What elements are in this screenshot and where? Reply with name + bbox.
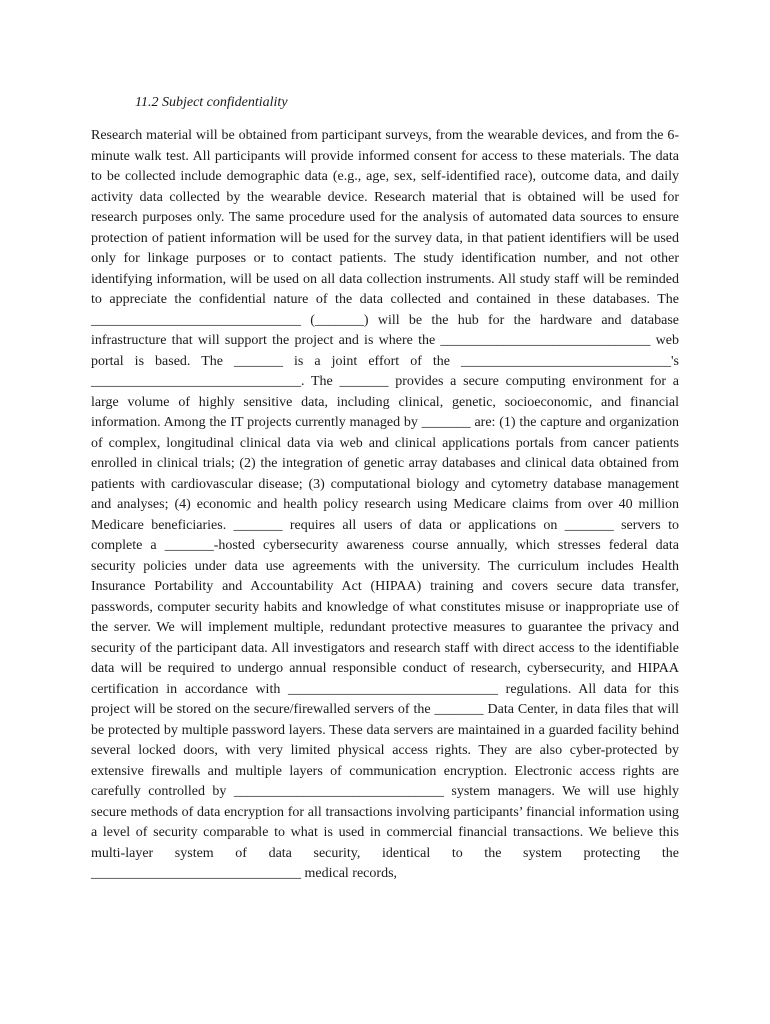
section-heading: 11.2 Subject confidentiality — [135, 95, 288, 110]
body-paragraph: Research material will be obtained from participant surveys, from the wearable devices, and from the 6-minute walk test. All participants will provide informed consent for access to these materials. The data to be collected include demographic data (e.g., age, sex, self-identified race), outcome data, and daily activity data collected by the wearable device. Research material that is obtained will be used for research purposes only. The same procedure used for the analysis of automated data sources to ensure protection of patient information will be used for the survey data, in that patient identifiers will be used only for linkage purposes or to contact patients. The study identification number, and not other identifying information, will be used on all data collection instruments. All study staff will be reminded to appreciate the confidential nature of the data collected and contained in these databases. The ______________________________ (_______) will be the hub for the hardware and database infrastructure that will support the project and is where the ______________________________ web portal is based. The _______ is a joint effort of the ______________________________'s ______________________________. The _______ provides a secure computing environment for a large volume of highly sensitive data, including clinical, genetic, socioeconomic, and financial information. Among the IT projects currently managed by _______ are: (1) the capture and organization of complex, longitudinal clinical data via web and clinical applications portals from cancer patients enrolled in clinical trials; (2) the integration of genetic array databases and clinical data obtained from patients with cardiovascular disease; (3) computational biology and cytometry database management and analyses; (4) economic and health policy research using Medicare claims from over 40 million Medicare beneficiaries. _______ requires all users of data or applications on _______ servers to complete a _______-hosted cybersecurity awareness course annually, which stresses federal data security policies under data use agreements with the university. The curriculum includes Health Insurance Portability and Accountability Act (HIPAA) training and covers secure data transfer, passwords, computer security habits and knowledge of what constitutes misuse or inappropriate use of the server. We will implement multiple, redundant protective measures to guarantee the privacy and security of the participant data. All investigators and research staff with direct access to the identifiable data will be required to undergo annual responsible conduct of research, cybersecurity, and HIPAA certification in accordance with ______________________________ regulations. All data for this project will be stored on the secure/firewalled servers of the _______ Data Center, in data files that will be protected by multiple password layers. These data servers are maintained in a guarded facility behind several locked doors, with very limited physical access rights. They are also cyber-protected by extensive firewalls and multiple layers of communication encryption. Electronic access rights are carefully controlled by ______________________________ system managers. We will use highly secure methods of data encryption for all transactions involving participants’ financial information using a level of security comparable to what is used in commercial financial transactions. We believe this multi-layer system of data security, identical to the system protecting the ______________________________ medical records, — [91, 128, 679, 881]
